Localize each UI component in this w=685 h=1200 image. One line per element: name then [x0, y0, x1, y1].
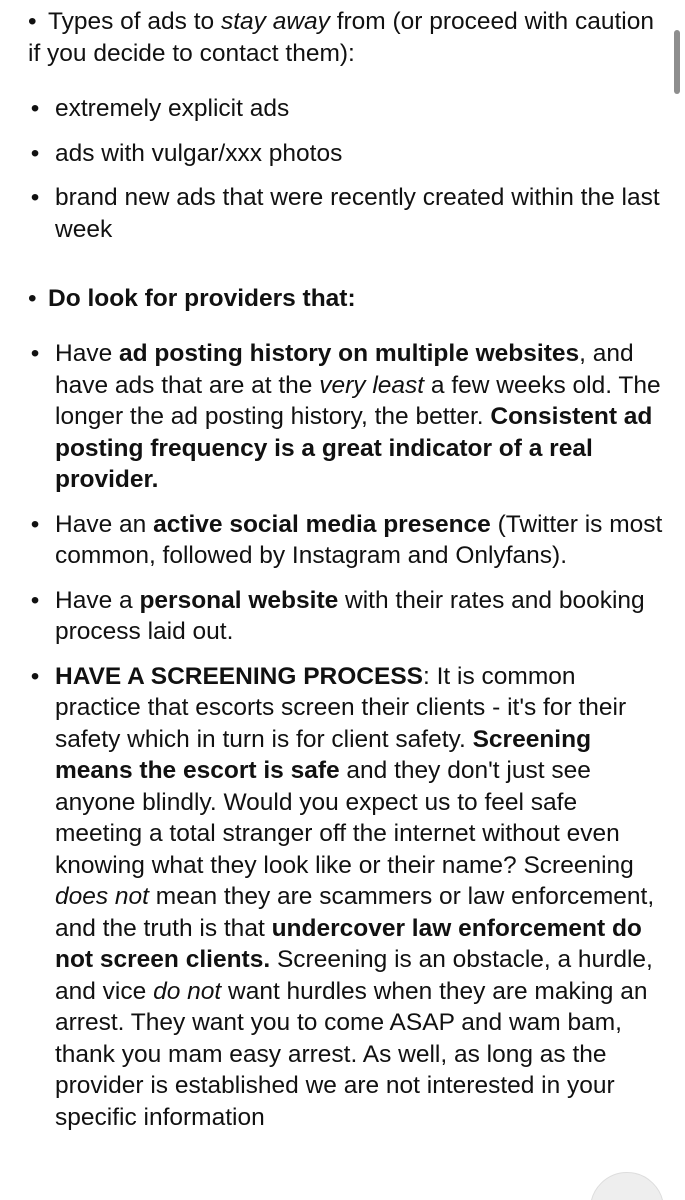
list-item	[0, 509, 665, 572]
bullet: •	[30, 340, 40, 367]
italic-run: does not	[55, 883, 149, 910]
intro-text-rest: from (or proceed with caution if you decide to contact them):	[28, 8, 654, 67]
look-for-list	[0, 338, 665, 1133]
bold-run: active social media presence	[153, 510, 491, 538]
bold-run: HAVE A SCREENING PROCESS	[55, 662, 424, 690]
text-run: : It is common practice that escorts screen their clients - it's for their safety which in turn is for client safety.	[55, 662, 627, 753]
text-run: Have an	[55, 510, 154, 538]
heading-text: Do look for providers that:	[48, 285, 356, 312]
text-run: (Twitter is most common, followed by Instagram and Onlyfans).	[55, 510, 663, 569]
text-run: want hurdles when they are making an arrest. They want you to come ASAP and wam bam, thank you mam easy arrest. As well, as long as the provider is established we are not interested in your specific information	[55, 977, 648, 1131]
bold-run: personal website	[139, 586, 339, 614]
floating-action-button[interactable]	[590, 1172, 664, 1200]
section-bullet: •	[28, 8, 37, 35]
list-item	[0, 138, 665, 170]
italic-run: do not	[153, 977, 222, 1005]
list-item-text: ads with vulgar/xxx photos	[55, 139, 343, 167]
list-item-text: brand new ads that were recently created within the last week	[55, 184, 660, 243]
scrollbar-thumb[interactable]	[674, 30, 680, 94]
bold-run: Screening means the escort is safe	[55, 725, 592, 784]
section-bullet: •	[28, 285, 37, 312]
list-item	[0, 182, 665, 245]
text-run: Have	[55, 340, 120, 367]
italic-run: very least	[319, 371, 425, 399]
stay-away-list	[0, 93, 665, 245]
text-run: and they don't just see anyone blindly. Would you expect us to feel safe meeting a total stranger off the internet without even knowing what they look like or their name? Screening	[55, 757, 634, 879]
list-item	[0, 661, 665, 1134]
text-run: a few weeks old. The longer the ad posting history, the better.	[55, 371, 661, 430]
intro-text: Types of ads to	[48, 8, 221, 35]
text-run: mean they are scammers or law enforcement, and the truth is that	[55, 883, 655, 942]
bullet: •	[30, 662, 40, 690]
list-item	[0, 93, 665, 125]
bullet: •	[30, 139, 40, 167]
list-item	[0, 338, 665, 496]
look-for-heading	[28, 283, 668, 315]
list-item-text: extremely explicit ads	[55, 95, 290, 122]
text-run: Screening is an obstacle, a hurdle, and vice	[55, 946, 653, 1005]
list-item	[0, 585, 665, 648]
bullet: •	[30, 95, 40, 122]
bold-run: Consistent ad posting frequency is a great indicator of a real provider.	[55, 403, 653, 493]
text-run: with their rates and booking process laid out.	[55, 586, 645, 645]
bullet: •	[30, 510, 40, 538]
stay-away-intro	[28, 6, 668, 69]
intro-emphasis: stay away	[220, 8, 330, 35]
bold-run: ad posting history on multiple websites	[119, 340, 580, 367]
text-run: , and have ads that are at the	[55, 340, 634, 399]
bold-run: undercover law enforcement do not screen clients.	[55, 914, 642, 973]
bullet: •	[30, 586, 40, 614]
text-run: Have a	[55, 586, 140, 614]
bullet: •	[30, 184, 40, 211]
